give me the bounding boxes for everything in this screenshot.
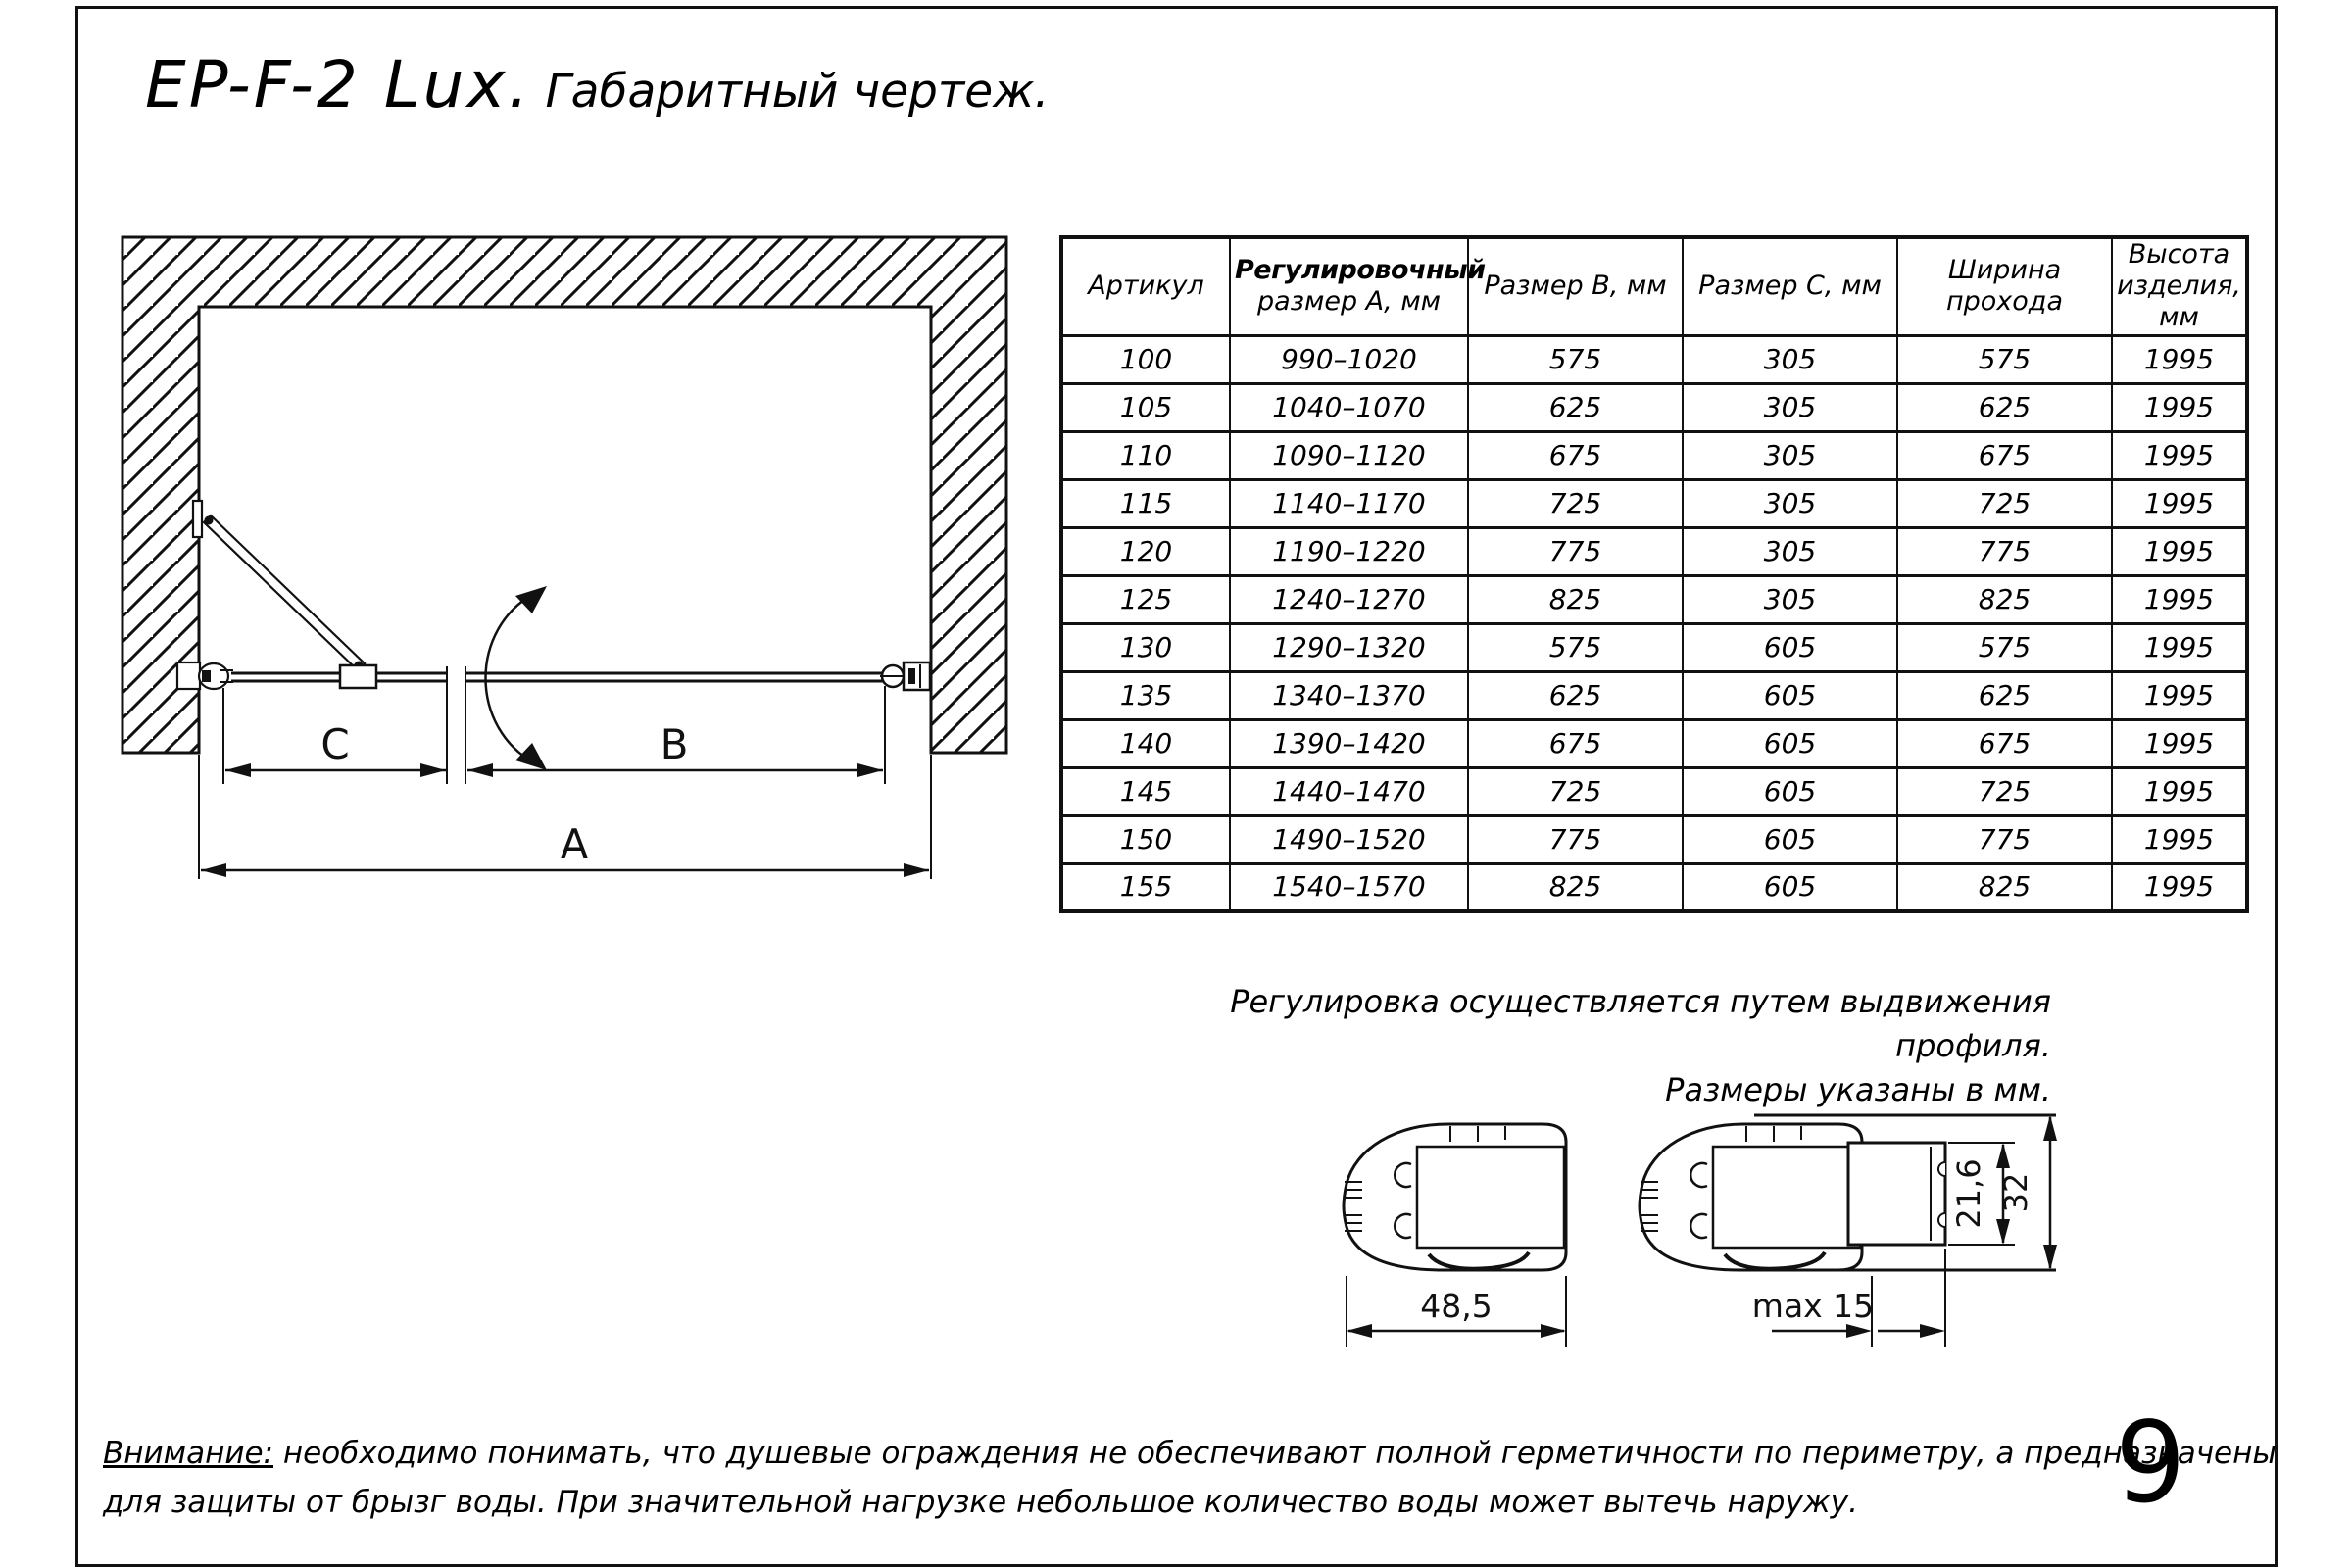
profile-cross-section-extended: [1640, 1124, 1862, 1270]
header-passage-width: Ширина прохода: [1897, 237, 2112, 335]
table-row: 140 1390–1420 675 605 675 1995: [1061, 719, 2247, 767]
warning-line-1: Внимание: необходимо понимать, что душевые ограждения не обеспечивают полной герметичности по периметру, а предназначены: [103, 1436, 2277, 1471]
table-row: 100 990–1020 575 305 575 1995: [1061, 335, 2247, 383]
table-row: 135 1340–1370 625 605 625 1995: [1061, 671, 2247, 719]
table-row: 145 1440–1470 725 605 725 1995: [1061, 767, 2247, 815]
table-row: 150 1490–1520 775 605 775 1995: [1061, 815, 2247, 863]
header-size-b: Размер В, мм: [1468, 237, 1683, 335]
header-size-c: Размер С, мм: [1683, 237, 1897, 335]
dimension-32: [1997, 1115, 2057, 1270]
door-hinge-right: [880, 662, 930, 690]
table-row: 120 1190–1220 775 305 775 1995: [1061, 527, 2247, 575]
dimensions-table: [1059, 235, 2249, 913]
warning-label: Внимание:: [103, 1436, 273, 1471]
dim-48-5-label: 48,5: [1420, 1287, 1493, 1325]
niche-wall: [122, 237, 1006, 753]
table-row: 130 1290–1320 575 605 575 1995: [1061, 623, 2247, 671]
dimension-a: [201, 820, 929, 877]
door-swing-arrow: [486, 586, 548, 770]
fixed-panel-and-door: [177, 501, 930, 770]
table-row: 115 1140–1170 725 305 725 1995: [1061, 479, 2247, 527]
warning-note: [103, 1429, 2277, 1527]
adjustment-notes: [1071, 980, 2051, 1112]
table-row: 105 1040–1070 625 305 625 1995: [1061, 383, 2247, 431]
dimension-c: [223, 688, 446, 784]
table-row: 125 1240–1270 825 305 825 1995: [1061, 575, 2247, 623]
dimension-48-5: [1347, 1276, 1566, 1347]
dim-32-label: 32: [1997, 1172, 2034, 1213]
header-artikul: Артикул: [1061, 237, 1230, 335]
dim-c-label: C: [320, 720, 350, 768]
note-line-1: Регулировка осуществляется путем выдвижения профиля.: [1230, 983, 2051, 1064]
dimension-b: [447, 666, 885, 784]
support-bar-clamp: [340, 665, 376, 688]
table-row: 155 1540–1570 825 605 825 1995: [1061, 863, 2247, 911]
page-number: 9: [2115, 1397, 2186, 1528]
wall-profile-left: [177, 662, 233, 689]
header-product-height: Высота изделия, мм: [2112, 237, 2247, 335]
warning-line-2: для защиты от брызг воды. При значительной нагрузке небольшое количество воды может вытечь наружу.: [103, 1485, 1858, 1520]
dim-21-6-label: 21,6: [1950, 1158, 1987, 1229]
title-model: EP-F-2 Lux.: [145, 47, 532, 122]
note-line-2: Размеры указаны в мм.: [1665, 1071, 2051, 1108]
profile-cross-section: [1344, 1124, 1566, 1270]
dim-max-15-label: max 15: [1751, 1287, 1875, 1325]
table-header-row: [1061, 237, 2247, 335]
dim-a-label: A: [560, 820, 589, 868]
header-size-a: Регулировочный размер А, мм: [1230, 237, 1468, 335]
dim-b-label: B: [660, 720, 689, 768]
support-bar: [193, 501, 376, 688]
title-subtitle: Габаритный чертеж.: [545, 65, 1050, 119]
table-row: 110 1090–1120 675 305 675 1995: [1061, 431, 2247, 479]
door-glass-panel: [466, 673, 885, 681]
